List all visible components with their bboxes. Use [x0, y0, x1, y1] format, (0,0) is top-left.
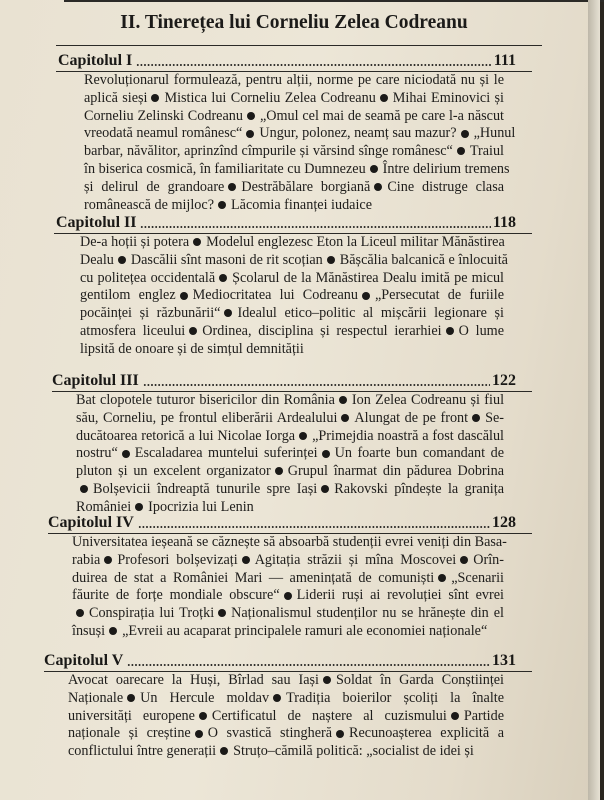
- chapter-entry: [0, 650, 588, 761]
- bullet-separator: [76, 609, 84, 617]
- bullet-separator: [247, 112, 255, 120]
- chapter-summary: [80, 234, 508, 359]
- bullet-separator: [127, 694, 135, 702]
- bullet-separator: [242, 556, 250, 564]
- summary-line: [80, 251, 508, 270]
- bullet-separator: [151, 94, 159, 102]
- chapter-summary: [68, 672, 504, 761]
- topic-text: atmosfera liceului: [80, 322, 186, 339]
- summary-line: [72, 587, 504, 605]
- summary-line: [76, 463, 504, 481]
- topic-text: Dealu: [80, 251, 114, 268]
- topic-text: Grupul înarmat din pădurea Dobrina: [287, 463, 504, 480]
- bullet-separator: [189, 327, 197, 335]
- summary-line: [80, 287, 504, 305]
- summary-line: [84, 90, 504, 108]
- summary-line: [84, 72, 504, 90]
- summary-line: [72, 605, 504, 623]
- topic-text: Revoluționarul formulează, pentru alții, norme pe care niciodată nu și le: [84, 72, 504, 88]
- topic-text: Bolșevicii îndreaptă tunurile spre Iași: [93, 480, 318, 497]
- topic-text: gentilom englez: [80, 287, 176, 304]
- topic-text: Liderii ruși ai revoluției sînt evrei: [296, 587, 504, 604]
- summary-line: [80, 270, 504, 288]
- bullet-separator: [284, 592, 292, 600]
- topic-text: său, Corneliu, pe frontul eliberării Ardealului: [76, 409, 338, 426]
- summary-line: [84, 160, 510, 179]
- topic-text: Școlarul de la Mănăstirea Dealu imită pe micul: [232, 269, 504, 286]
- topic-text: Soldat în Garda Conștiinței: [335, 672, 504, 688]
- topic-text: lipsită de onoare și de simțul demnității: [80, 340, 304, 357]
- topic-text: Bat clopotele tuturor bisericilor din România: [76, 392, 335, 408]
- bullet-separator: [109, 627, 117, 635]
- chapter-rule: [56, 71, 532, 72]
- summary-line: [76, 428, 504, 446]
- bullet-separator: [195, 730, 203, 738]
- topic-text: Dascălii sînt masoni de rit scoțian: [130, 251, 323, 268]
- topic-text: Între delirium tremens: [382, 160, 510, 177]
- bullet-separator: [122, 450, 130, 458]
- summary-line: [68, 690, 504, 708]
- topic-text: Universitatea ieșeană se căznește să absoarbă studenții evrei veniți din Basa-: [72, 534, 507, 550]
- topic-text: Mistica lui Corneliu Zelea Codreanu: [164, 89, 376, 106]
- topic-text: Recunoașterea explicită a: [349, 725, 505, 742]
- summary-line: [76, 445, 504, 463]
- bullet-separator: [218, 609, 226, 617]
- topic-text: Corneliu Zelinski Codreanu: [84, 107, 243, 124]
- bullet-separator: [199, 712, 207, 720]
- bullet-separator: [380, 94, 388, 102]
- topic-text: „Hunul: [473, 125, 516, 142]
- topic-text: vreodată neamul românesc“: [84, 125, 243, 142]
- topic-text: universități europene: [68, 707, 195, 724]
- bullet-separator: [218, 201, 226, 209]
- topic-text: Alungat de pe front: [354, 409, 469, 426]
- chapter-heading: [48, 512, 516, 532]
- bullet-separator: [451, 712, 459, 720]
- chapter-page-number: 118: [492, 214, 516, 231]
- bullet-separator: [219, 274, 227, 282]
- topic-text: O svastică stingheră: [207, 725, 333, 742]
- topic-text: și delirul de grandoare: [84, 178, 225, 195]
- topic-text: Naționalismul studenților nu se hrănește din el: [231, 605, 504, 622]
- topic-text: Mediocritatea lui Codreanu: [192, 287, 358, 304]
- bullet-separator: [460, 556, 468, 564]
- bullet-separator: [339, 396, 347, 404]
- chapter-label: Capitolul III: [52, 372, 139, 389]
- summary-line: [76, 392, 504, 410]
- chapter-entry: [0, 50, 588, 214]
- dot-leader: [136, 64, 492, 66]
- topic-text: Agitația străzii și mîna Moscovei: [254, 551, 457, 568]
- title-rule: [56, 45, 542, 46]
- topic-text: aplică sieși: [84, 89, 148, 106]
- dot-leader: [127, 664, 490, 666]
- summary-line: [84, 179, 504, 197]
- summary-line: [84, 125, 516, 143]
- bullet-separator: [374, 183, 382, 191]
- bullet-separator: [461, 130, 469, 138]
- chapter-heading: [52, 370, 516, 390]
- topic-text: conflictului între generații: [68, 743, 217, 760]
- topic-text: De-a hoții și potera: [80, 234, 190, 250]
- summary-line: [68, 743, 504, 761]
- topic-text: Un Hercule moldav: [140, 689, 270, 706]
- chapter-label: Capitolul II: [56, 214, 137, 231]
- bullet-separator: [118, 256, 126, 264]
- chapter-rule: [44, 671, 532, 672]
- topic-text: O lume: [458, 322, 504, 339]
- chapter-page-number: 128: [492, 514, 516, 531]
- topic-text: Profesori bolșevizați: [117, 551, 238, 568]
- topic-text: „Persecutat de furiile: [374, 287, 504, 304]
- topic-text: duirea de stat a României Mari — amenințată de comuniști: [72, 569, 435, 586]
- bullet-separator: [341, 414, 349, 422]
- bullet-separator: [224, 309, 232, 317]
- dot-leader: [143, 384, 490, 386]
- topic-text: Struțo–cămilă politică: „socialist de idei și: [233, 743, 474, 760]
- topic-text: „Evreii au acaparat principalele ramuri ale economiei naționale“: [122, 622, 488, 639]
- chapter-summary: [76, 392, 504, 517]
- bullet-separator: [220, 747, 228, 755]
- topic-text: românească de mijloc?: [84, 196, 214, 213]
- topic-text: Avocat oarecare la Huși, Bîrlad sau Iași: [68, 672, 319, 688]
- topic-text: nostru“: [76, 445, 118, 462]
- bullet-separator: [321, 485, 329, 493]
- bullet-separator: [336, 730, 344, 738]
- topic-text: României: [76, 498, 132, 515]
- topic-text: Orîn-: [473, 551, 504, 568]
- topic-text: Idealul etico–politic al mișcării legionare și: [237, 305, 504, 322]
- chapter-label: Capitolul V: [44, 652, 124, 669]
- topic-text: Naționale: [68, 689, 124, 706]
- dot-leader: [138, 526, 490, 528]
- topic-text: în biserica cosmică, în familiaritate cu Dumnezeu: [84, 160, 366, 177]
- bullet-separator: [275, 467, 283, 475]
- chapter-rule: [52, 391, 532, 392]
- chapter-label: Capitolul I: [58, 52, 133, 69]
- topic-text: Cine distruge clasa: [387, 178, 505, 195]
- chapter-page-number: 111: [493, 52, 516, 69]
- topic-text: pocăinței și răzbunării“: [80, 305, 221, 322]
- topic-text: Ungur, polonez, neamț sau mazur?: [259, 125, 457, 142]
- chapter-label: Capitolul IV: [48, 514, 134, 531]
- bullet-separator: [362, 292, 370, 300]
- chapter-heading: [56, 212, 516, 232]
- bullet-separator: [446, 327, 454, 335]
- bullet-separator: [228, 183, 236, 191]
- topic-text: ducătoarea retorică a lui Nicolae Iorga: [76, 427, 296, 444]
- topic-text: rabia: [72, 551, 101, 568]
- summary-line: [72, 570, 504, 588]
- dot-leader: [140, 226, 490, 228]
- summary-line: [80, 341, 504, 359]
- bullet-separator: [135, 503, 143, 511]
- topic-text: însuși: [72, 622, 106, 639]
- topic-text: pluton și un excelent organizator: [76, 463, 271, 480]
- chapter-entry: [0, 512, 588, 641]
- bullet-separator: [322, 450, 330, 458]
- chapter-entry: [0, 370, 588, 517]
- summary-line: [76, 481, 504, 499]
- summary-line: [68, 708, 504, 726]
- bullet-separator: [80, 485, 88, 493]
- chapter-page-number: 131: [492, 652, 516, 669]
- topic-text: cu politețea occidentală: [80, 269, 216, 286]
- topic-text: Escaladarea muntelui suferinței: [134, 445, 318, 462]
- summary-line: [80, 234, 504, 252]
- topic-text: Se-: [485, 409, 504, 426]
- bullet-separator: [273, 694, 281, 702]
- topic-text: Ordinea, disciplina și respectul ierarhiei: [202, 322, 442, 339]
- topic-text: Lăcomia finanței iudaice: [231, 196, 373, 213]
- summary-line: [72, 623, 504, 641]
- topic-text: Certificatul de naștere al cuzismului: [211, 707, 447, 724]
- bullet-separator: [193, 238, 201, 246]
- bullet-separator: [323, 676, 331, 684]
- bullet-separator: [438, 574, 446, 582]
- chapter-heading: [44, 650, 516, 670]
- topic-text: barbar, năvălitor, aprinzînd cîmpurile și vărsind sînge românesc“: [84, 143, 453, 160]
- topic-text: Rakovski pîndește la granița: [334, 480, 504, 497]
- bullet-separator: [472, 414, 480, 422]
- bullet-separator: [180, 292, 188, 300]
- bullet-separator: [370, 165, 378, 173]
- chapter-rule: [48, 533, 532, 534]
- section-title: II. Tinerețea lui Corneliu Zelea Codreanu: [120, 12, 468, 33]
- adjacent-page-edge: [588, 0, 600, 800]
- chapter-heading: [58, 50, 516, 70]
- chapter-summary: [84, 72, 516, 214]
- topic-text: Modelul englezesc Eton la Liceul militar Mănăstirea: [206, 234, 505, 250]
- chapter-page-number: 122: [492, 372, 516, 389]
- bullet-separator: [457, 147, 465, 155]
- summary-line: [72, 534, 507, 552]
- summary-line: [84, 143, 504, 161]
- summary-line: [76, 410, 504, 428]
- summary-line: [72, 552, 504, 570]
- topic-text: Destrăbălare borgiană: [241, 178, 371, 195]
- bullet-separator: [327, 256, 335, 264]
- topic-text: naționale și creștine: [68, 725, 191, 742]
- chapter-entry: [0, 212, 588, 359]
- topic-text: Conspirația lui Troțki: [89, 605, 215, 622]
- topic-text: făurite de forțe mondiale obscure“: [72, 587, 280, 604]
- bullet-separator: [246, 130, 254, 138]
- summary-line: [80, 323, 504, 341]
- top-rule: [64, 0, 604, 2]
- topic-text: Un foarte bun comandant de: [334, 445, 504, 462]
- topic-text: Ipocrizia lui Lenin: [148, 498, 254, 515]
- summary-line: [68, 672, 504, 690]
- summary-line: [80, 305, 504, 323]
- topic-text: Traiul: [469, 143, 504, 160]
- chapter-rule: [54, 233, 532, 234]
- topic-text: „Omul cel mai de seamă pe care l-a născut: [259, 107, 504, 124]
- summary-line: [68, 725, 504, 743]
- topic-text: Ion Zelea Codreanu și fiul: [351, 392, 505, 408]
- topic-text: Partide: [463, 707, 504, 724]
- summary-line: [84, 108, 504, 126]
- bullet-separator: [299, 432, 307, 440]
- topic-text: „Primejdia noastră a fost dascălul: [312, 427, 504, 444]
- chapter-summary: [72, 534, 507, 641]
- topic-text: Tradiția boierilor școliți la înalte: [286, 689, 504, 706]
- topic-text: „Scenarii: [451, 569, 504, 586]
- topic-text: Bășcălia balcanică e înlocuită: [339, 251, 508, 268]
- bullet-separator: [104, 556, 112, 564]
- topic-text: Mihai Eminovici și: [392, 89, 504, 106]
